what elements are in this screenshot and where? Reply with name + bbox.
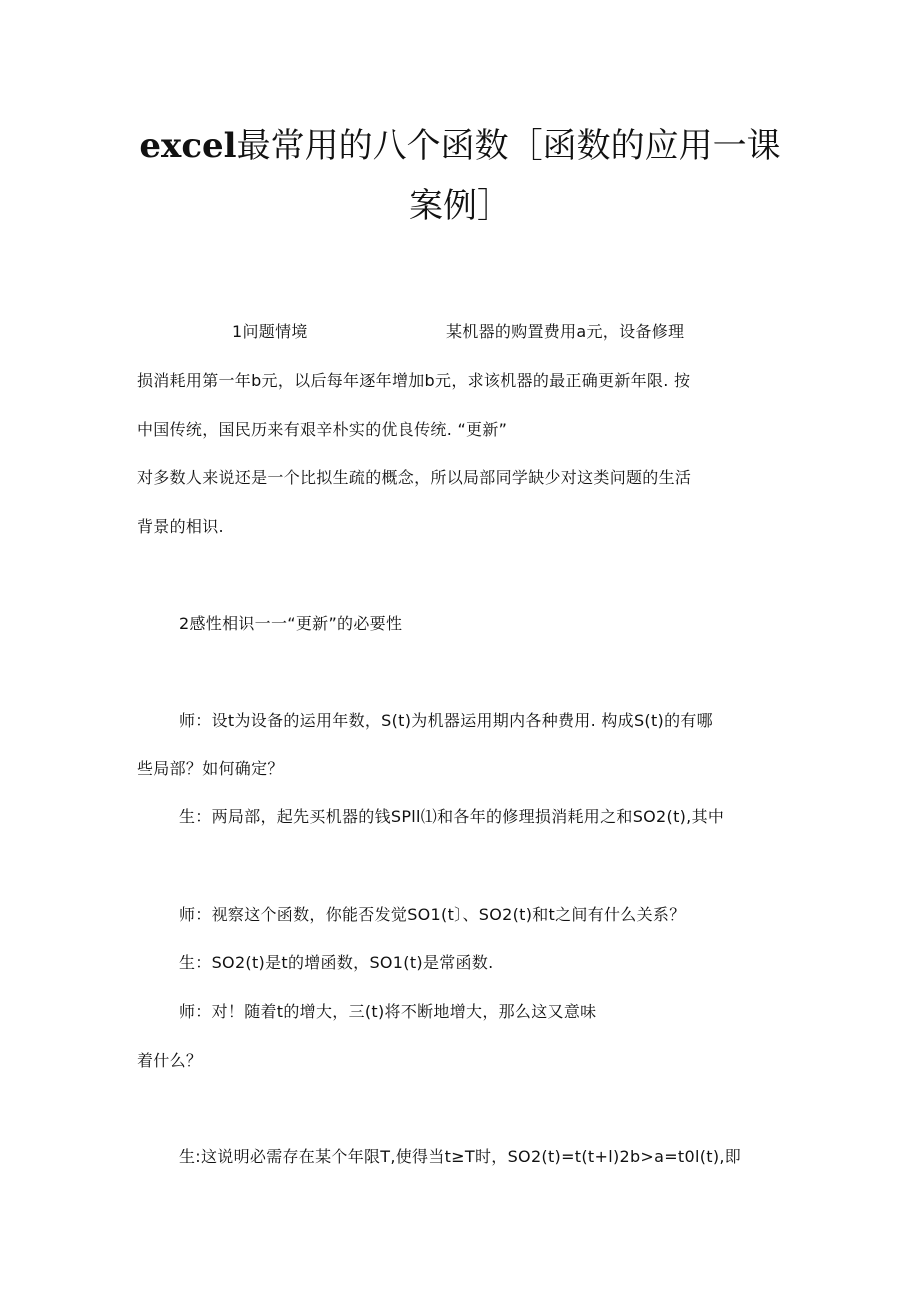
paragraph1-line5: 背景的相识. [137,517,224,536]
dialog-teacher-2: 师：视察这个函数，你能否发觉SO1(t〕、SO2(t)和t之间有什么关系？ [179,905,686,924]
paragraph1-line4: 对多数人来说还是一个比拟生疏的概念，所以局部同学缺少对这类问题的生活 [137,468,692,487]
paragraph1-line3: 中国传统，国民历来有艰辛朴实的优良传统. “更新” [137,420,508,439]
title-cjk-part: 最常用的八个函数［函数的应用一课 [236,126,781,166]
dialog-student-1: 生：两局部，起先买机器的钱SPll⑴和各年的修理损消耗用之和SO2(t),其中 [179,807,725,826]
dialog-teacher-3-line1: 师：对！随着t的增大，三(t)将不断地增大，那么这又意味 [179,1002,597,1021]
dialog-student-2: 生：SO2(t)是t的增函数，SO1(t)是常函数. [179,953,494,972]
dialog-teacher-1-line2: 些局部？如何确定？ [137,759,284,778]
dialog-student-3: 生:这说明必需存在某个年限T,使得当t≥T时，SO2(t)=t(t+l)2b>a=t0l(t),即 [179,1147,742,1166]
document-title-line2: 案例］ [409,186,511,226]
paragraph1-line2: 损消耗用第一年b元，以后每年逐年增加b元，求该机器的最正确更新年限. 按 [137,371,691,390]
title-latin-part: excel [139,126,237,166]
section1-intro: 某机器的购置费用a元，设备修理 [446,322,685,341]
section1-heading: 1问题情境 [232,322,308,341]
dialog-teacher-3-line2: 着什么？ [137,1051,203,1070]
section2-heading: 2感性相识一一“更新”的必要性 [179,614,403,633]
dialog-teacher-1-line1: 师：设t为设备的运用年数，S(t)为机器运用期内各种费用. 构成S(t)的有哪 [179,711,713,730]
document-title-line1 [0,126,920,166]
